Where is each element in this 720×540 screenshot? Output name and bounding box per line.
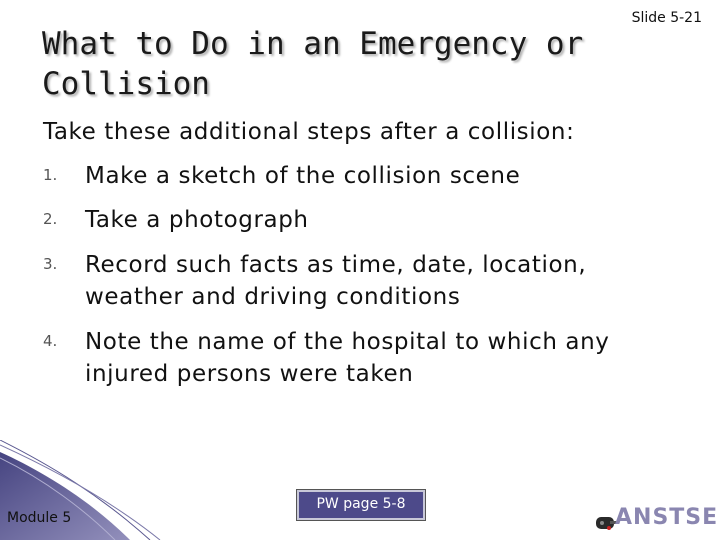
list-item-text: Make a sketch of the collision scene bbox=[85, 163, 521, 189]
list-item-text: Note the name of the hospital to which any injured persons were taken bbox=[85, 329, 610, 387]
slide-title: What to Do in an Emergency or Collision bbox=[42, 26, 584, 102]
pw-page-badge: PW page 5-8 bbox=[297, 490, 425, 520]
module-label: Module 5 bbox=[7, 510, 72, 526]
list-item-number: 2. bbox=[43, 210, 58, 228]
list-item-number: 3. bbox=[43, 255, 58, 273]
intro-text: Take these additional steps after a collision: bbox=[43, 119, 575, 145]
list-item-text: Record such facts as time, date, location, weather and driving conditions bbox=[85, 252, 587, 310]
list-item-number: 4. bbox=[43, 332, 58, 350]
anstse-logo: ANSTSE bbox=[615, 505, 719, 530]
slide-number: Slide 5-21 bbox=[631, 10, 702, 26]
list-item-text: Take a photograph bbox=[85, 207, 309, 233]
list-item-number: 1. bbox=[43, 166, 58, 184]
